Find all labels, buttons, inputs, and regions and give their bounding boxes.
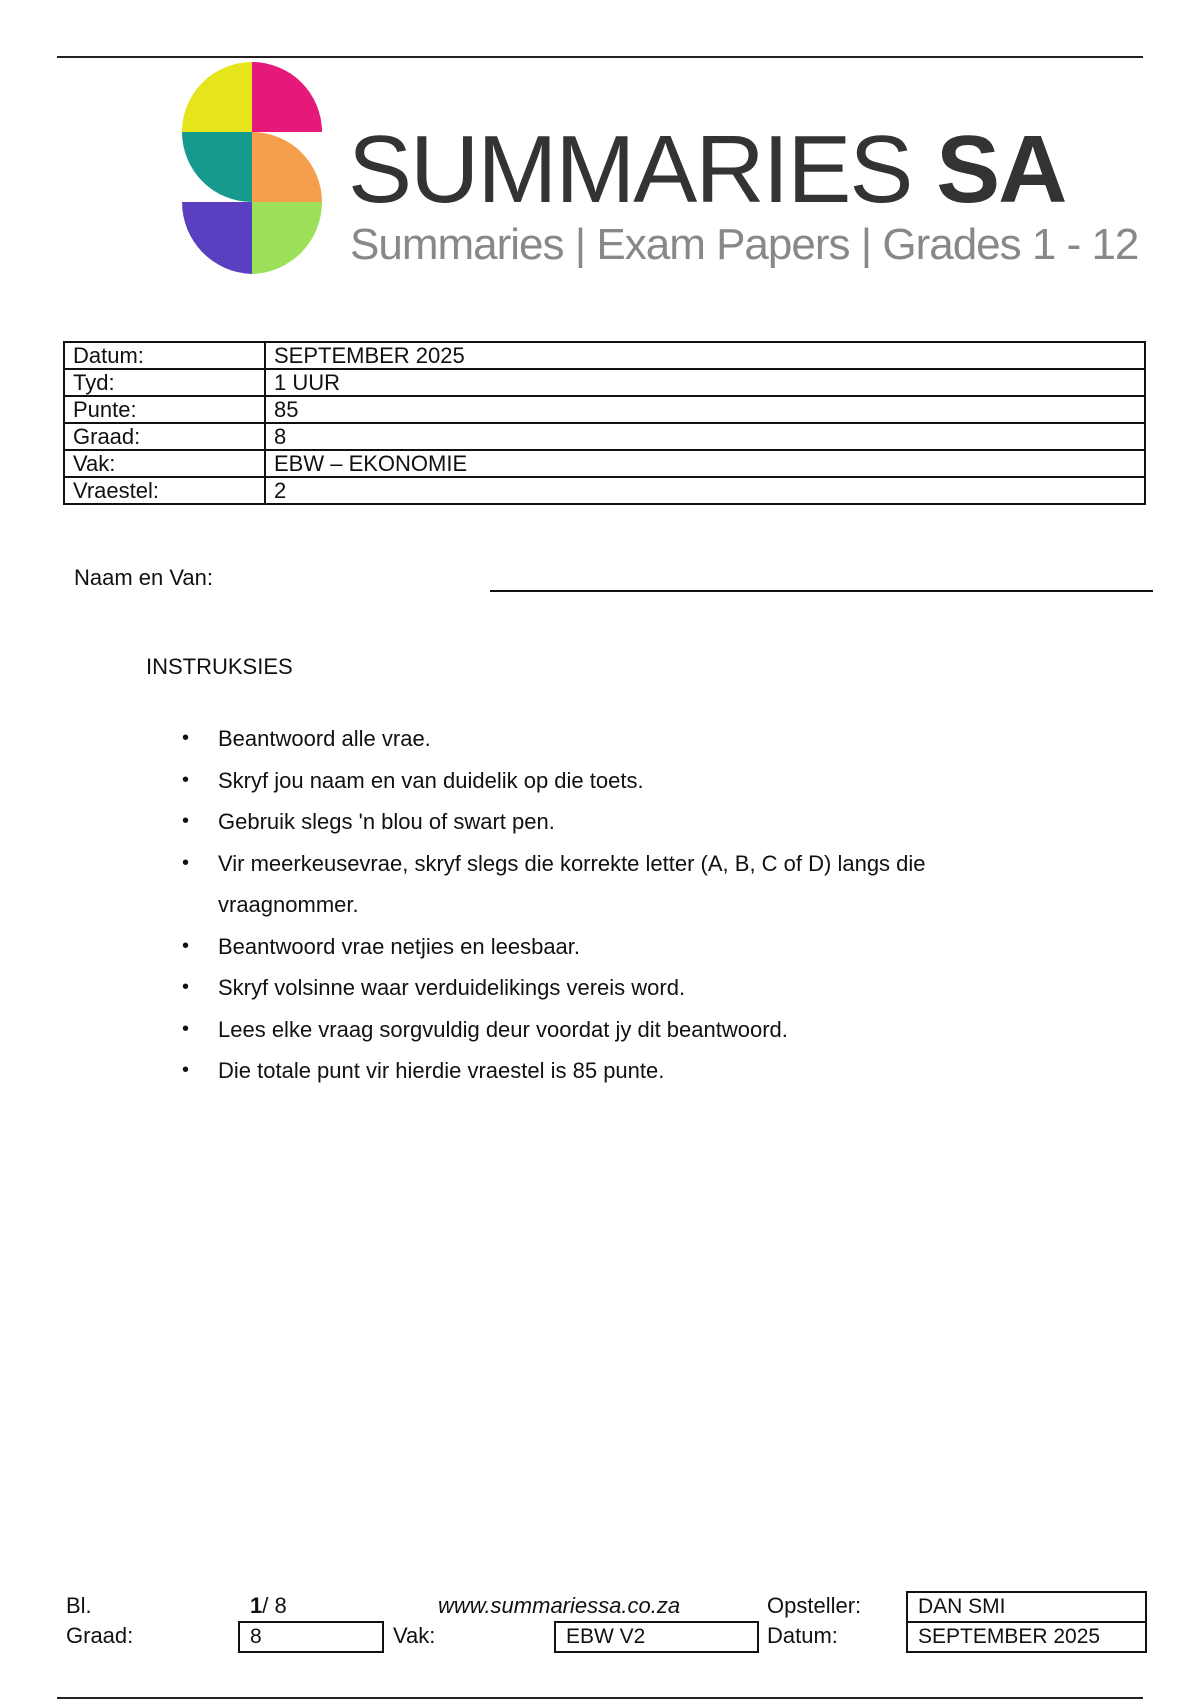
info-row-grade: Graad: 8 bbox=[64, 423, 1145, 450]
exam-info-table bbox=[63, 341, 1146, 505]
footer-subject-box: EBW V2 bbox=[554, 1621, 759, 1653]
list-item: • Beantwoord alle vrae. bbox=[182, 718, 1042, 760]
list-item: • Vir meerkeusevrae, skryf slegs die korrekte letter (A, B, C of D) langs die vraagnommer. bbox=[182, 843, 1042, 926]
logo-s-mark-icon bbox=[180, 60, 330, 280]
logo-tagline: Summaries | Exam Papers | Grades 1 - 12 bbox=[350, 220, 1139, 269]
footer-date-label: Datum: bbox=[767, 1623, 838, 1648]
instructions-title: INSTRUKSIES bbox=[146, 654, 293, 679]
instructions-list bbox=[182, 718, 1042, 1092]
list-item: • Skryf jou naam en van duidelik op die toets. bbox=[182, 760, 1042, 802]
name-label: Naam en Van: bbox=[74, 565, 214, 590]
footer-website: www.summariessa.co.za bbox=[438, 1593, 681, 1618]
footer-page-number: 1/ 8 bbox=[250, 1593, 287, 1618]
footer-grade-box: 8 bbox=[238, 1621, 384, 1653]
logo-segment-yellow bbox=[182, 62, 252, 132]
bottom-rule bbox=[57, 1697, 1143, 1699]
logo-segment-teal bbox=[182, 132, 252, 202]
footer-grade-label: Graad: bbox=[66, 1623, 134, 1648]
logo-title: SUMMARIES SA bbox=[348, 116, 1066, 223]
logo-segment-green bbox=[252, 202, 322, 274]
logo-segment-purple bbox=[182, 202, 252, 274]
list-item: • Beantwoord vrae netjies en leesbaar. bbox=[182, 926, 1042, 968]
footer-date-box: SEPTEMBER 2025 bbox=[906, 1621, 1147, 1653]
info-row-time: Tyd: 1 UUR bbox=[64, 369, 1145, 396]
footer-author-box: DAN SMI bbox=[906, 1591, 1147, 1623]
info-row-paper: Vraestel: 2 bbox=[64, 477, 1145, 504]
footer-page-label: Bl. bbox=[66, 1593, 92, 1618]
logo-segment-orange bbox=[252, 132, 322, 202]
list-item: • Skryf volsinne waar verduidelikings vereis word. bbox=[182, 967, 1042, 1009]
top-rule bbox=[57, 56, 1143, 58]
logo-segment-pink bbox=[252, 62, 322, 132]
footer-author-label: Opsteller: bbox=[767, 1593, 862, 1618]
info-row-subject: Vak: EBW – EKONOMIE bbox=[64, 450, 1145, 477]
info-row-date: Datum: SEPTEMBER 2025 bbox=[64, 342, 1145, 369]
name-write-line[interactable] bbox=[490, 590, 1153, 592]
list-item: • Gebruik slegs 'n blou of swart pen. bbox=[182, 801, 1042, 843]
footer-subject-label: Vak: bbox=[393, 1623, 436, 1648]
list-item: • Die totale punt vir hierdie vraestel is 85 punte. bbox=[182, 1050, 1042, 1092]
summaries-sa-logo bbox=[180, 60, 1139, 280]
list-item: • Lees elke vraag sorgvuldig deur voordat jy dit beantwoord. bbox=[182, 1009, 1042, 1051]
info-row-marks: Punte: 85 bbox=[64, 396, 1145, 423]
